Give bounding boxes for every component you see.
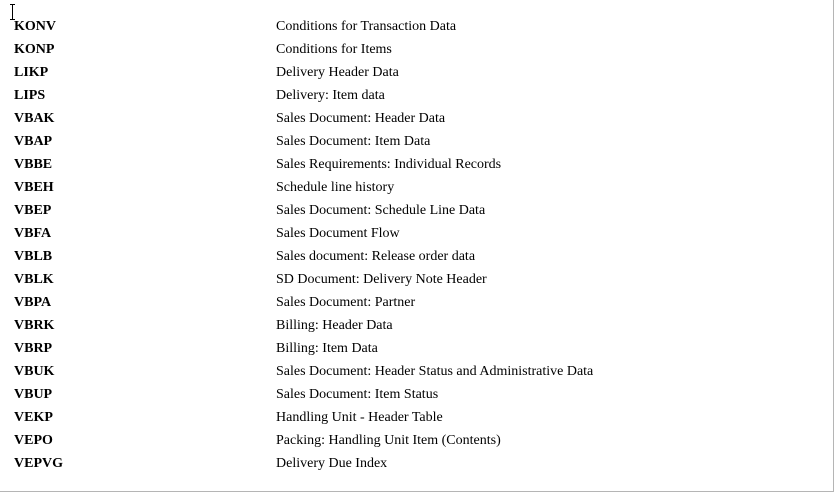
table-description: SD Document: Delivery Note Header (276, 272, 487, 287)
table-description: Sales Document: Schedule Line Data (276, 203, 486, 218)
table-name: VEPVG (14, 456, 63, 471)
table-name: KONP (14, 42, 55, 57)
table-name: LIKP (14, 65, 49, 80)
table-description: Billing: Item Data (276, 341, 378, 356)
table-name: VBPA (14, 295, 52, 310)
table-description: Schedule line history (276, 180, 395, 195)
table-description: Sales Document Flow (276, 226, 400, 241)
table-description: Delivery: Item data (276, 88, 385, 103)
table-description: Handling Unit - Header Table (276, 410, 443, 425)
table-description: Sales Document: Item Data (276, 134, 431, 149)
table-name: KONV (14, 19, 56, 34)
table-description: Sales Document: Item Status (276, 387, 439, 402)
table-description: Sales Requirements: Individual Records (276, 157, 502, 172)
table-description: Sales Document: Partner (276, 295, 416, 310)
table-name: LIPS (14, 88, 46, 103)
table-name: VBLB (14, 249, 53, 264)
table-description: Sales Document: Header Status and Administrative Data (276, 364, 594, 379)
table-name: VBEH (14, 180, 54, 195)
table-name: VBUK (14, 364, 55, 379)
table-name: VEPO (14, 433, 53, 448)
table-name: VBRK (14, 318, 55, 333)
table-name: VBFA (14, 226, 52, 241)
table-name: VBAK (14, 111, 55, 126)
table-description: Delivery Due Index (276, 456, 388, 471)
table-description: Conditions for Transaction Data (276, 19, 457, 34)
table-description: Sales document: Release order data (276, 249, 476, 264)
table-name: VBRP (14, 341, 53, 356)
table-description: Delivery Header Data (276, 65, 399, 80)
table-description: Packing: Handling Unit Item (Contents) (276, 433, 501, 448)
table-name: VBEP (14, 203, 52, 218)
table-description: Conditions for Items (276, 42, 392, 57)
table-name: VEKP (14, 410, 53, 425)
table-name: VBAP (14, 134, 53, 149)
table-description: Sales Document: Header Data (276, 111, 446, 126)
table-name: VBUP (14, 387, 53, 402)
table-name: VBLK (14, 272, 54, 287)
table-description: Billing: Header Data (276, 318, 393, 333)
table-name: VBBE (14, 157, 53, 172)
